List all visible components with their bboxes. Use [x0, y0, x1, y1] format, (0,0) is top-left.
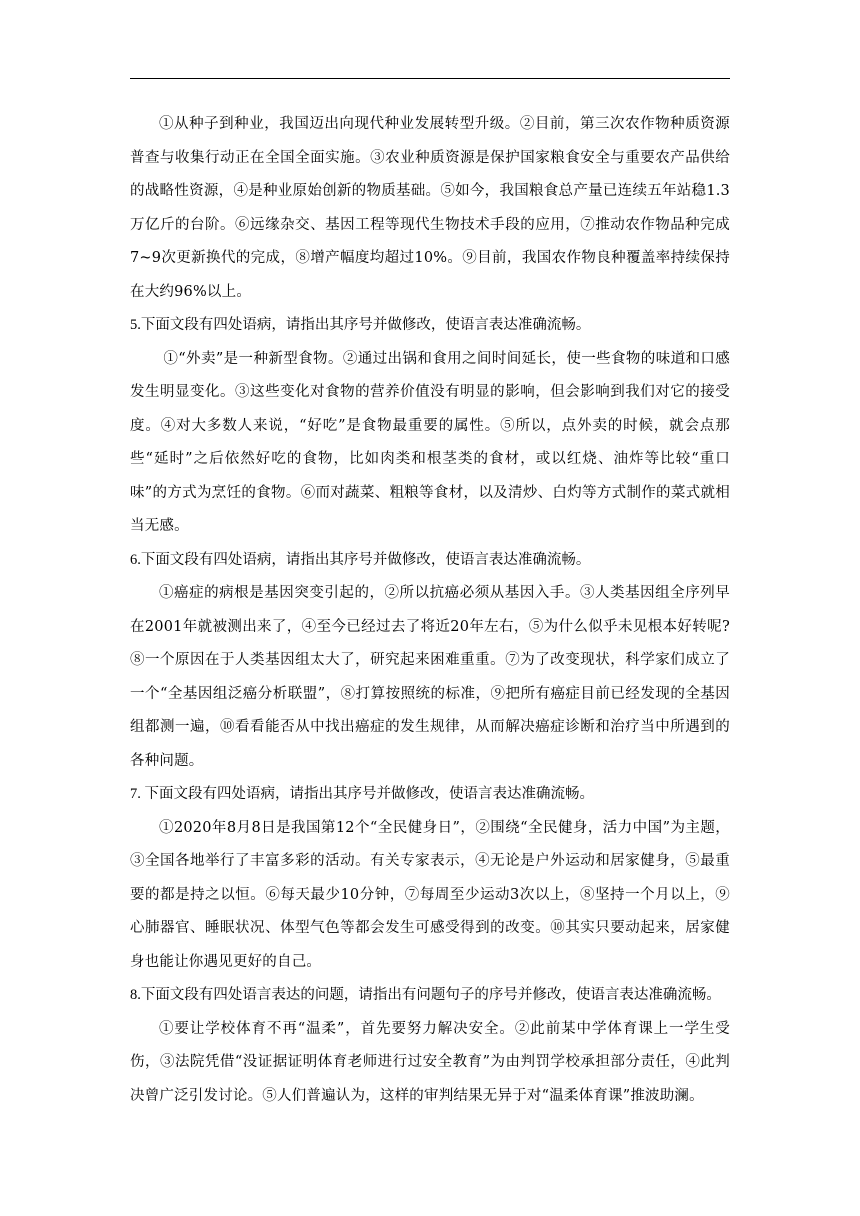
passage-5-text: ①“外卖”是一种新型食物。②通过出锅和食用之间时间延长，使一些食物的味道和口感发生明显变化。③这些变化对食物的营养价值没有明显的影响，但会影响到我们对它的接受度。④对大多数人来说，“好吃”是食物最重要的属性。⑤所以，点外卖的时候，就会点那些“延时”之后依然好吃的食物，比如肉类和根茎类的食材，或以红烧、油炸等比较“重口味”的方式为烹饪的食物。⑥而对蔬菜、粗粮等食材，以及清炒、白灼等方式制作的菜式就相当无感。 [130, 350, 730, 534]
question-8-prompt: 8.下面文段有四处语言表达的问题，请指出有问题句子的序号并修改，使语言表达准确流畅。 [130, 987, 721, 1003]
passage-7-text: ①2020年8月8日是我国第12个“全民健身日”，②围绕“全民健身，活力中国”为主题，③全国各地举行了丰富多彩的活动。有关专家表示，④无论是户外运动和居家健身，⑤最重要的都是持之以恒。⑥每天最少10分钟，⑦每周至少运动3次以上，⑧坚持一个月以上，⑨心肺器官、睡眠状况、体型气色等都会发生可感受得到的改变。⑩其实只要动起来，居家健身也能让你遇见更好的自己。 [130, 819, 730, 970]
passage-8-text: ①要让学校体育不再“温柔”，首先要努力解决安全。②此前某中学体育课上一学生受伤，③法院凭借“没证据证明体育老师进行过安全教育”为由判罚学校承担部分责任，④此判决曾广泛引发讨论。⑤人们普遍认为，这样的审判结果无异于对“温柔体育课”推波助澜。 [130, 1020, 730, 1104]
question-7-prompt: 7. 下面文段有四处语病，请指出其序号并做修改，使语言表达准确流畅。 [130, 786, 594, 802]
passage-6-text: ①癌症的病根是基因突变引起的，②所以抗癌必须从基因入手。③人类基因组全序列早在2001年就被测出来了，④至今已经过去了将近20年左右，⑤为什么似乎未见根本好转呢?⑧一个原因在于人类基因组太大了，研究起来困难重重。⑦为了改变现状，科学家们成立了一个“全基因组泛癌分析联盟”，⑧打算按照统的标准，⑨把所有癌症目前已经发现的全基因组都测一遍，⑩看看能否从中找出癌症的发生规律，从而解决癌症诊断和治疗当中所遇到的各种问题。 [130, 585, 730, 769]
passage-4-text: ①从种子到种业，我国迈出向现代种业发展转型升级。②目前，第三次农作物种质资源普查与收集行动正在全国全面实施。③农业种质资源是保护国家粮食安全与重要农产品供给的战略性资源，④是种业原始创新的物质基础。⑤如今，我国粮食总产量已连续五年站稳1.3万亿斤的台阶。⑥远缘杂交、基因工程等现代生物技术手段的应用，⑦推动农作物品种完成7~9次更新换代的完成，⑧增产幅度均超过10%。⑨目前，我国农作物良种覆盖率持续保持在大约96%以上。 [130, 116, 730, 300]
document-body [130, 108, 730, 1113]
header-rule [130, 78, 730, 79]
question-6-prompt: 6.下面文段有四处语病，请指出其序号并做修改，使语言表达准确流畅。 [130, 551, 591, 568]
question-5-prompt: 5.下面文段有四处语病，请指出其序号并做修改，使语言表达准确流畅。 [130, 317, 591, 333]
